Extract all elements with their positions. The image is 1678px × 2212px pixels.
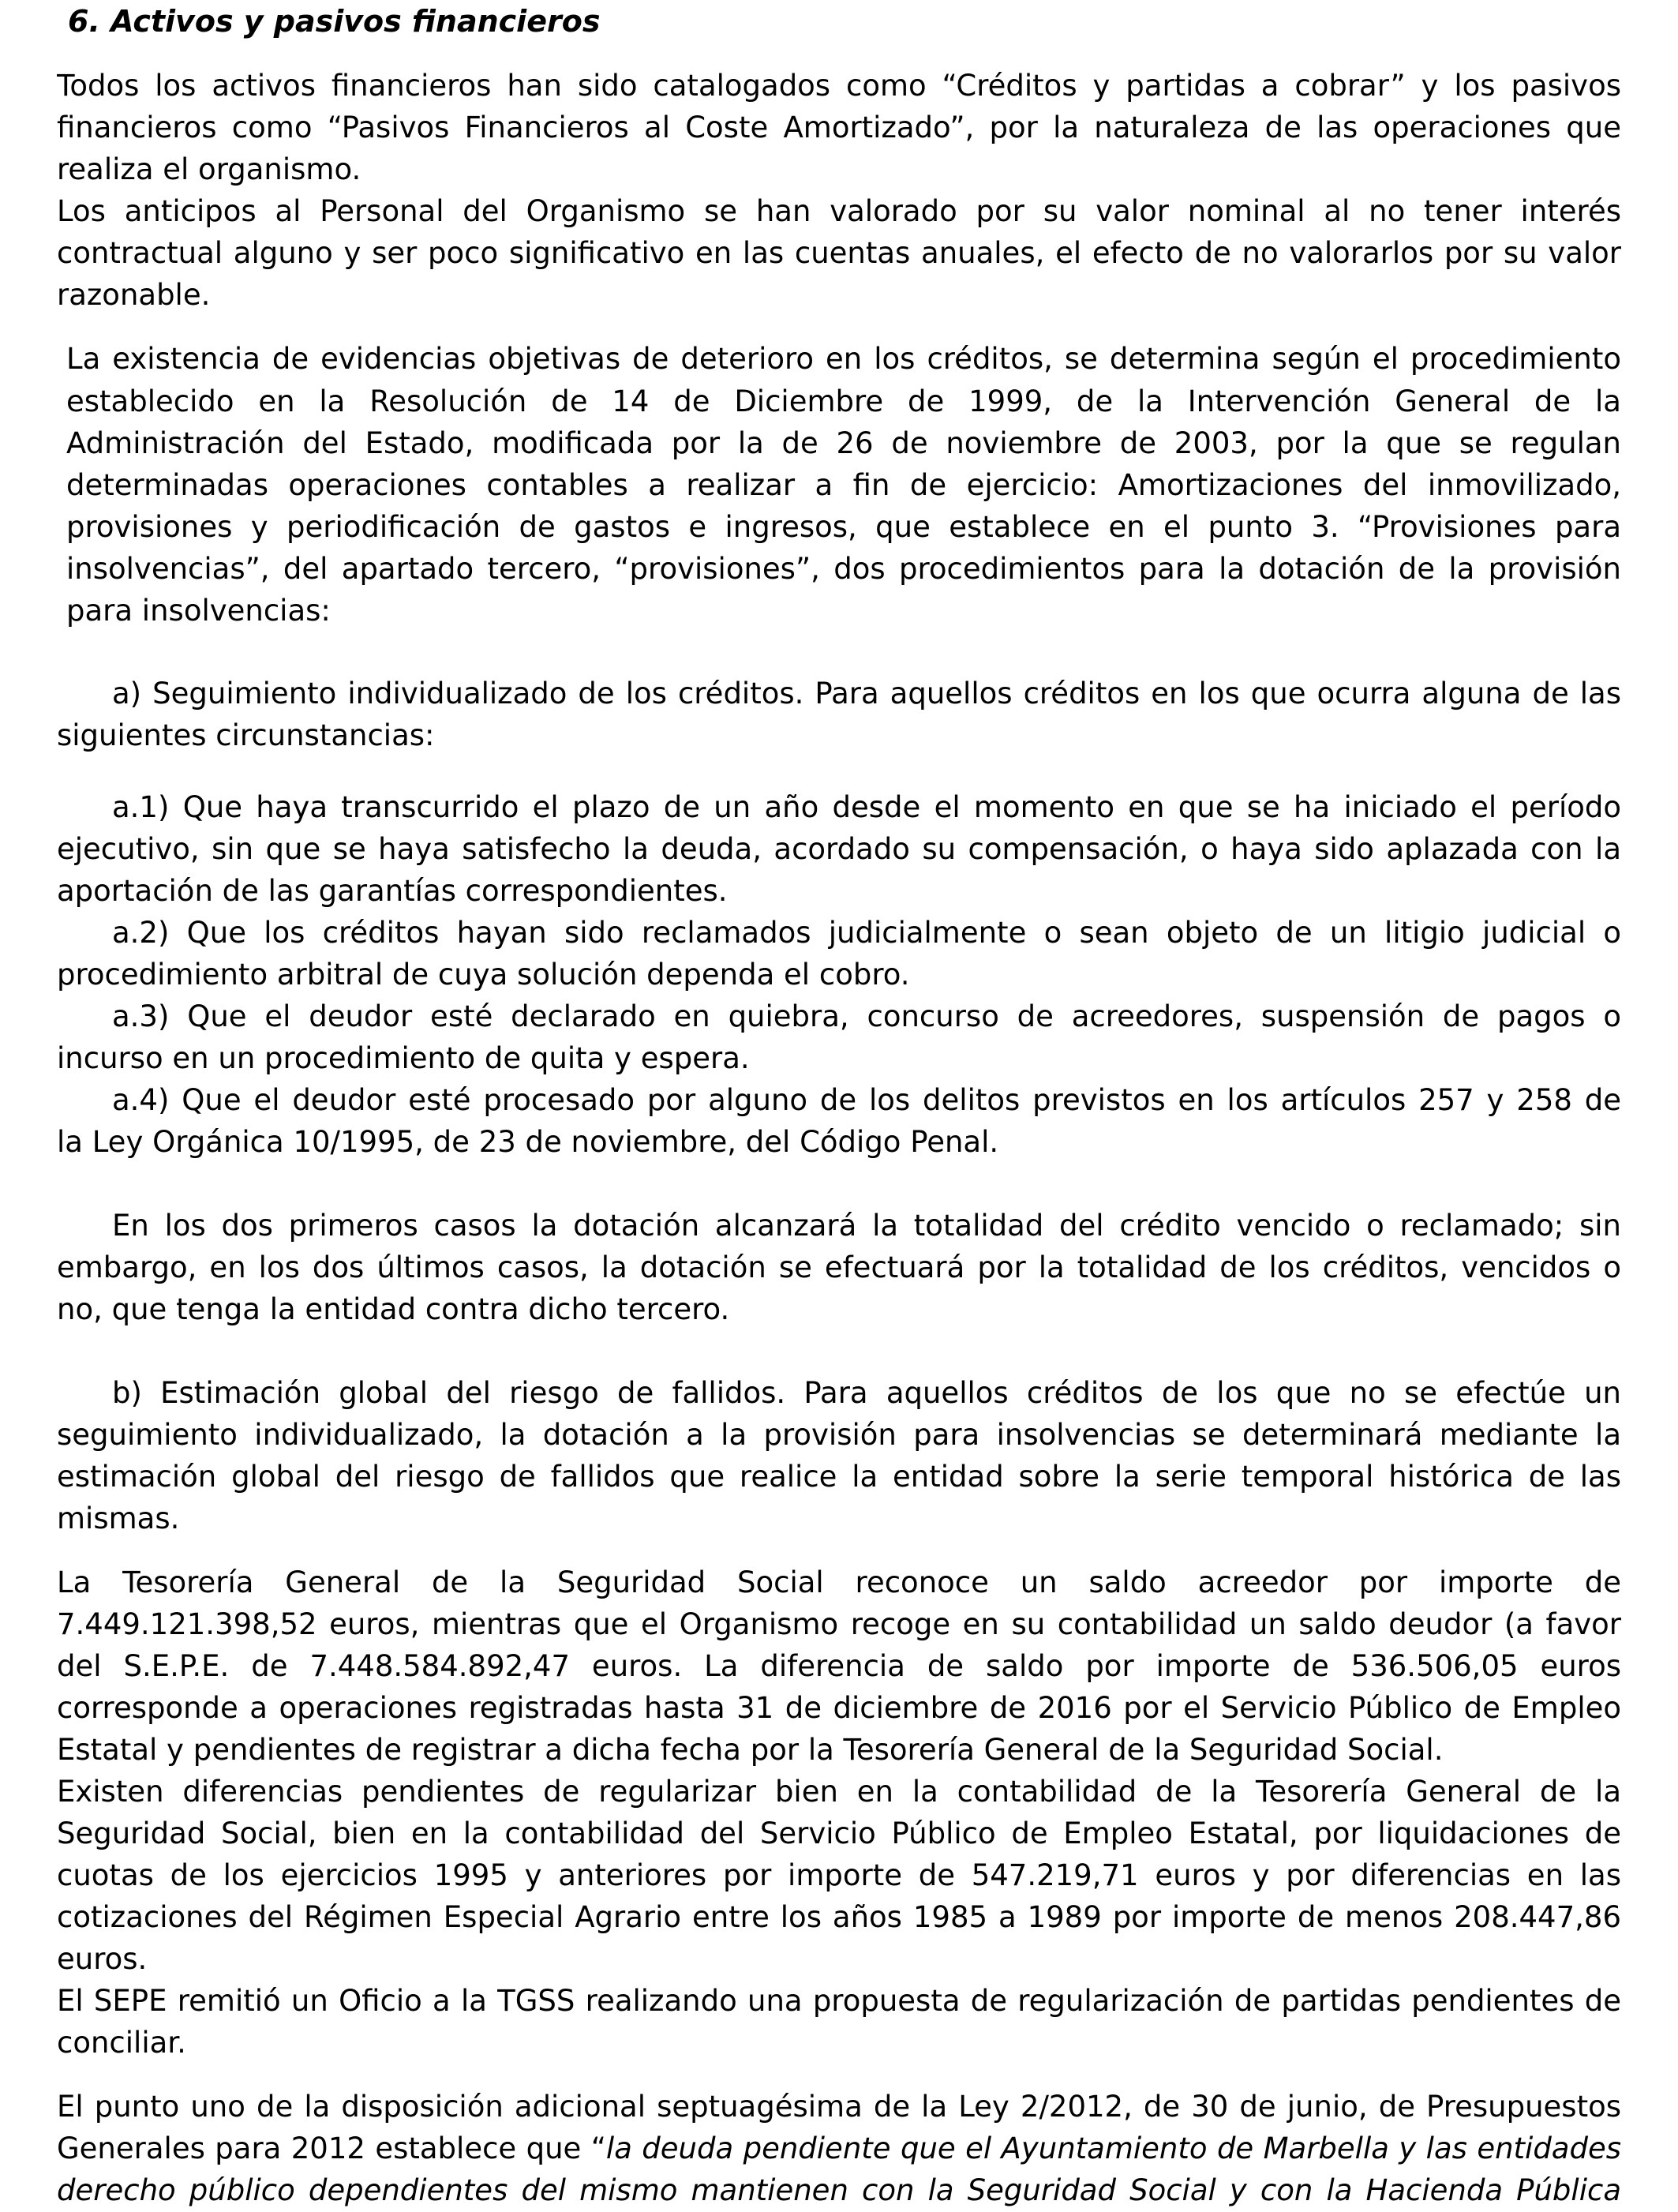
text-line: Administración del Estado, modificada por la de 26 de noviembre de 2003, por la que se regulan bbox=[66, 426, 1621, 460]
text-line: no, que tenga la entidad contra dicho tercero. bbox=[57, 1292, 730, 1326]
text-line: mismas. bbox=[57, 1502, 180, 1535]
text-line: Existen diferencias pendientes de regularizar bien en la contabilidad de la Tesorería General de la bbox=[57, 1775, 1621, 1809]
text-line: razonable. bbox=[57, 278, 211, 312]
text-line: 7.449.121.398,52 euros, mientras que el Organismo recoge en su contabilidad un saldo deudor (a favor bbox=[57, 1607, 1621, 1641]
text-line: cotizaciones del Régimen Especial Agrario entre los años 1985 a 1989 por importe de menos 208.447,86 bbox=[57, 1900, 1621, 1934]
section-heading: 6. Activos y pasivos financieros bbox=[68, 4, 601, 39]
text-line: euros. bbox=[57, 1942, 148, 1976]
text-line: Todos los activos financieros han sido catalogados como “Créditos y partidas a cobrar” y los pasivos bbox=[57, 69, 1621, 103]
text-line: ejecutivo, sin que se haya satisfecho la deuda, acordado su compensación, o haya sido aplazada con la bbox=[57, 832, 1621, 866]
text-line: En los dos primeros casos la dotación alcanzará la totalidad del crédito vencido o reclamado; sin bbox=[112, 1209, 1621, 1243]
text-line: establecido en la Resolución de 14 de Diciembre de 1999, de la Intervención General de la bbox=[66, 384, 1621, 418]
text-line: la Ley Orgánica 10/1995, de 23 de noviembre, del Código Penal. bbox=[57, 1125, 999, 1159]
text-line: Estatal y pendientes de registrar a dicha fecha por la Tesorería General de la Seguridad Social. bbox=[57, 1733, 1444, 1767]
text-line: del S.E.P.E. de 7.448.584.892,47 euros. La diferencia de saldo por importe de 536.506,05 euros bbox=[57, 1649, 1621, 1683]
text-line: corresponde a operaciones registradas hasta 31 de diciembre de 2016 por el Servicio Público de Empleo bbox=[57, 1691, 1621, 1725]
italic-text-span: la deuda pendiente que el Ayuntamiento de Marbella y las entidades bbox=[605, 2131, 1621, 2165]
text-line: a.1) Que haya transcurrido el plazo de un año desde el momento en que se ha iniciado el período bbox=[112, 790, 1621, 824]
text-line: incurso en un procedimiento de quita y espera. bbox=[57, 1041, 750, 1075]
text-line: siguientes circunstancias: bbox=[57, 718, 435, 752]
text-span: Generales para 2012 establece que “ bbox=[57, 2131, 606, 2165]
text-line: derecho público dependientes del mismo mantienen con la Seguridad Social y con la Hacienda Pública bbox=[57, 2173, 1621, 2207]
text-line: a.2) Que los créditos hayan sido reclamados judicialmente o sean objeto de un litigio judicial o bbox=[112, 916, 1621, 950]
text-line: La existencia de evidencias objetivas de deterioro en los créditos, se determina según el procedimiento bbox=[66, 342, 1621, 376]
text-line: financieros como “Pasivos Financieros al Coste Amortizado”, por la naturaleza de las operaciones que bbox=[57, 111, 1621, 144]
text-line: para insolvencias: bbox=[66, 594, 331, 628]
text-line: estimación global del riesgo de fallidos que realice la entidad sobre la serie temporal histórica de las bbox=[57, 1460, 1621, 1494]
text-line: contractual alguno y ser poco significativo en las cuentas anuales, el efecto de no valorarlos por su valor bbox=[57, 236, 1621, 270]
text-line: a) Seguimiento individualizado de los créditos. Para aquellos créditos en los que ocurra alguna de las bbox=[112, 677, 1621, 710]
text-line: realiza el organismo. bbox=[57, 152, 361, 186]
text-line: El punto uno de la disposición adicional septuagésima de la Ley 2/2012, de 30 de junio, de Presupuestos bbox=[57, 2090, 1621, 2124]
text-line: cuotas de los ejercicios 1995 y anteriores por importe de 547.219,71 euros y por diferencias en las bbox=[57, 1858, 1621, 1892]
text-line: aportación de las garantías correspondientes. bbox=[57, 874, 728, 908]
text-line: seguimiento individualizado, la dotación a la provisión para insolvencias se determinará mediante la bbox=[57, 1418, 1621, 1452]
text-line: a.3) Que el deudor esté declarado en quiebra, concurso de acreedores, suspensión de pagos o bbox=[112, 999, 1621, 1033]
text-line: insolvencias”, del apartado tercero, “provisiones”, dos procedimientos para la dotación de la provisión bbox=[66, 552, 1621, 586]
text-line: procedimiento arbitral de cuya solución dependa el cobro. bbox=[57, 958, 910, 992]
text-line: provisiones y periodificación de gastos e ingresos, que establece en el punto 3. “Provisiones para bbox=[66, 510, 1621, 544]
text-line: conciliar. bbox=[57, 2026, 186, 2060]
text-line: Los anticipos al Personal del Organismo se han valorado por su valor nominal al no tener interés bbox=[57, 194, 1621, 228]
text-line: embargo, en los dos últimos casos, la dotación se efectuará por la totalidad de los créditos, vencidos o bbox=[57, 1250, 1621, 1284]
text-line: Seguridad Social, bien en la contabilidad del Servicio Público de Empleo Estatal, por liquidaciones de bbox=[57, 1816, 1621, 1850]
text-line bbox=[57, 2128, 1621, 2170]
text-line: El SEPE remitió un Oficio a la TGSS realizando una propuesta de regularización de partidas pendientes de bbox=[57, 1984, 1621, 2018]
text-line: a.4) Que el deudor esté procesado por alguno de los delitos previstos en los artículos 257 y 258 de bbox=[112, 1083, 1621, 1117]
text-line: determinadas operaciones contables a realizar a fin de ejercicio: Amortizaciones del inmovilizado, bbox=[66, 468, 1621, 502]
text-line: La Tesorería General de la Seguridad Social reconoce un saldo acreedor por importe de bbox=[57, 1565, 1621, 1599]
text-line: b) Estimación global del riesgo de fallidos. Para aquellos créditos de los que no se efectúe un bbox=[112, 1376, 1621, 1410]
